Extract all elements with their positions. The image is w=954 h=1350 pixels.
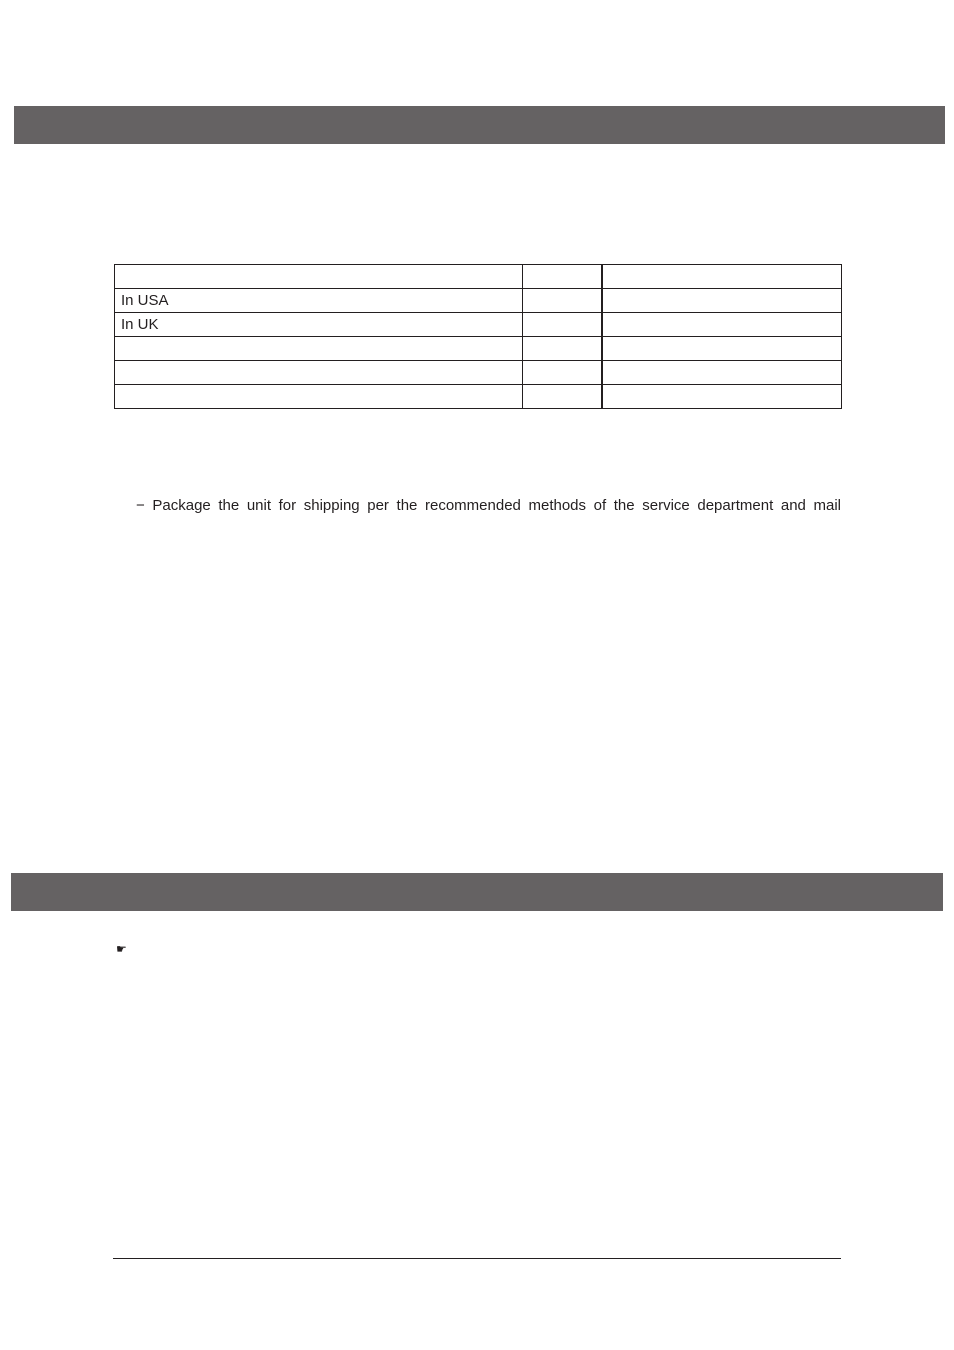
table-cell — [602, 265, 842, 289]
table-cell — [115, 265, 523, 289]
table-cell — [115, 361, 523, 385]
table-cell — [523, 313, 602, 337]
table-cell — [115, 385, 523, 409]
table-cell — [115, 337, 523, 361]
table-row — [115, 361, 842, 385]
footer-divider — [113, 1258, 841, 1259]
table-cell — [523, 385, 602, 409]
table-cell — [602, 289, 842, 313]
table-cell — [523, 289, 602, 313]
table-row — [115, 265, 842, 289]
section-header-bar — [14, 106, 945, 144]
table-row — [115, 313, 842, 337]
table-cell — [523, 361, 602, 385]
pointing-hand-icon: ☛ — [116, 942, 127, 956]
table-cell — [523, 265, 602, 289]
table-cell: In UK — [115, 313, 523, 337]
table-cell — [602, 361, 842, 385]
table-row — [115, 337, 842, 361]
table-cell — [602, 337, 842, 361]
table-row — [115, 289, 842, 313]
table-cell — [523, 337, 602, 361]
table-cell — [602, 313, 842, 337]
table-cell: In USA — [115, 289, 523, 313]
section-header-bar — [11, 873, 943, 911]
table-cell — [602, 385, 842, 409]
contacts-table — [114, 264, 842, 409]
shipping-instruction: − Package the unit for shipping per the recommended methods of the service department and mail — [136, 497, 841, 514]
table-row — [115, 385, 842, 409]
